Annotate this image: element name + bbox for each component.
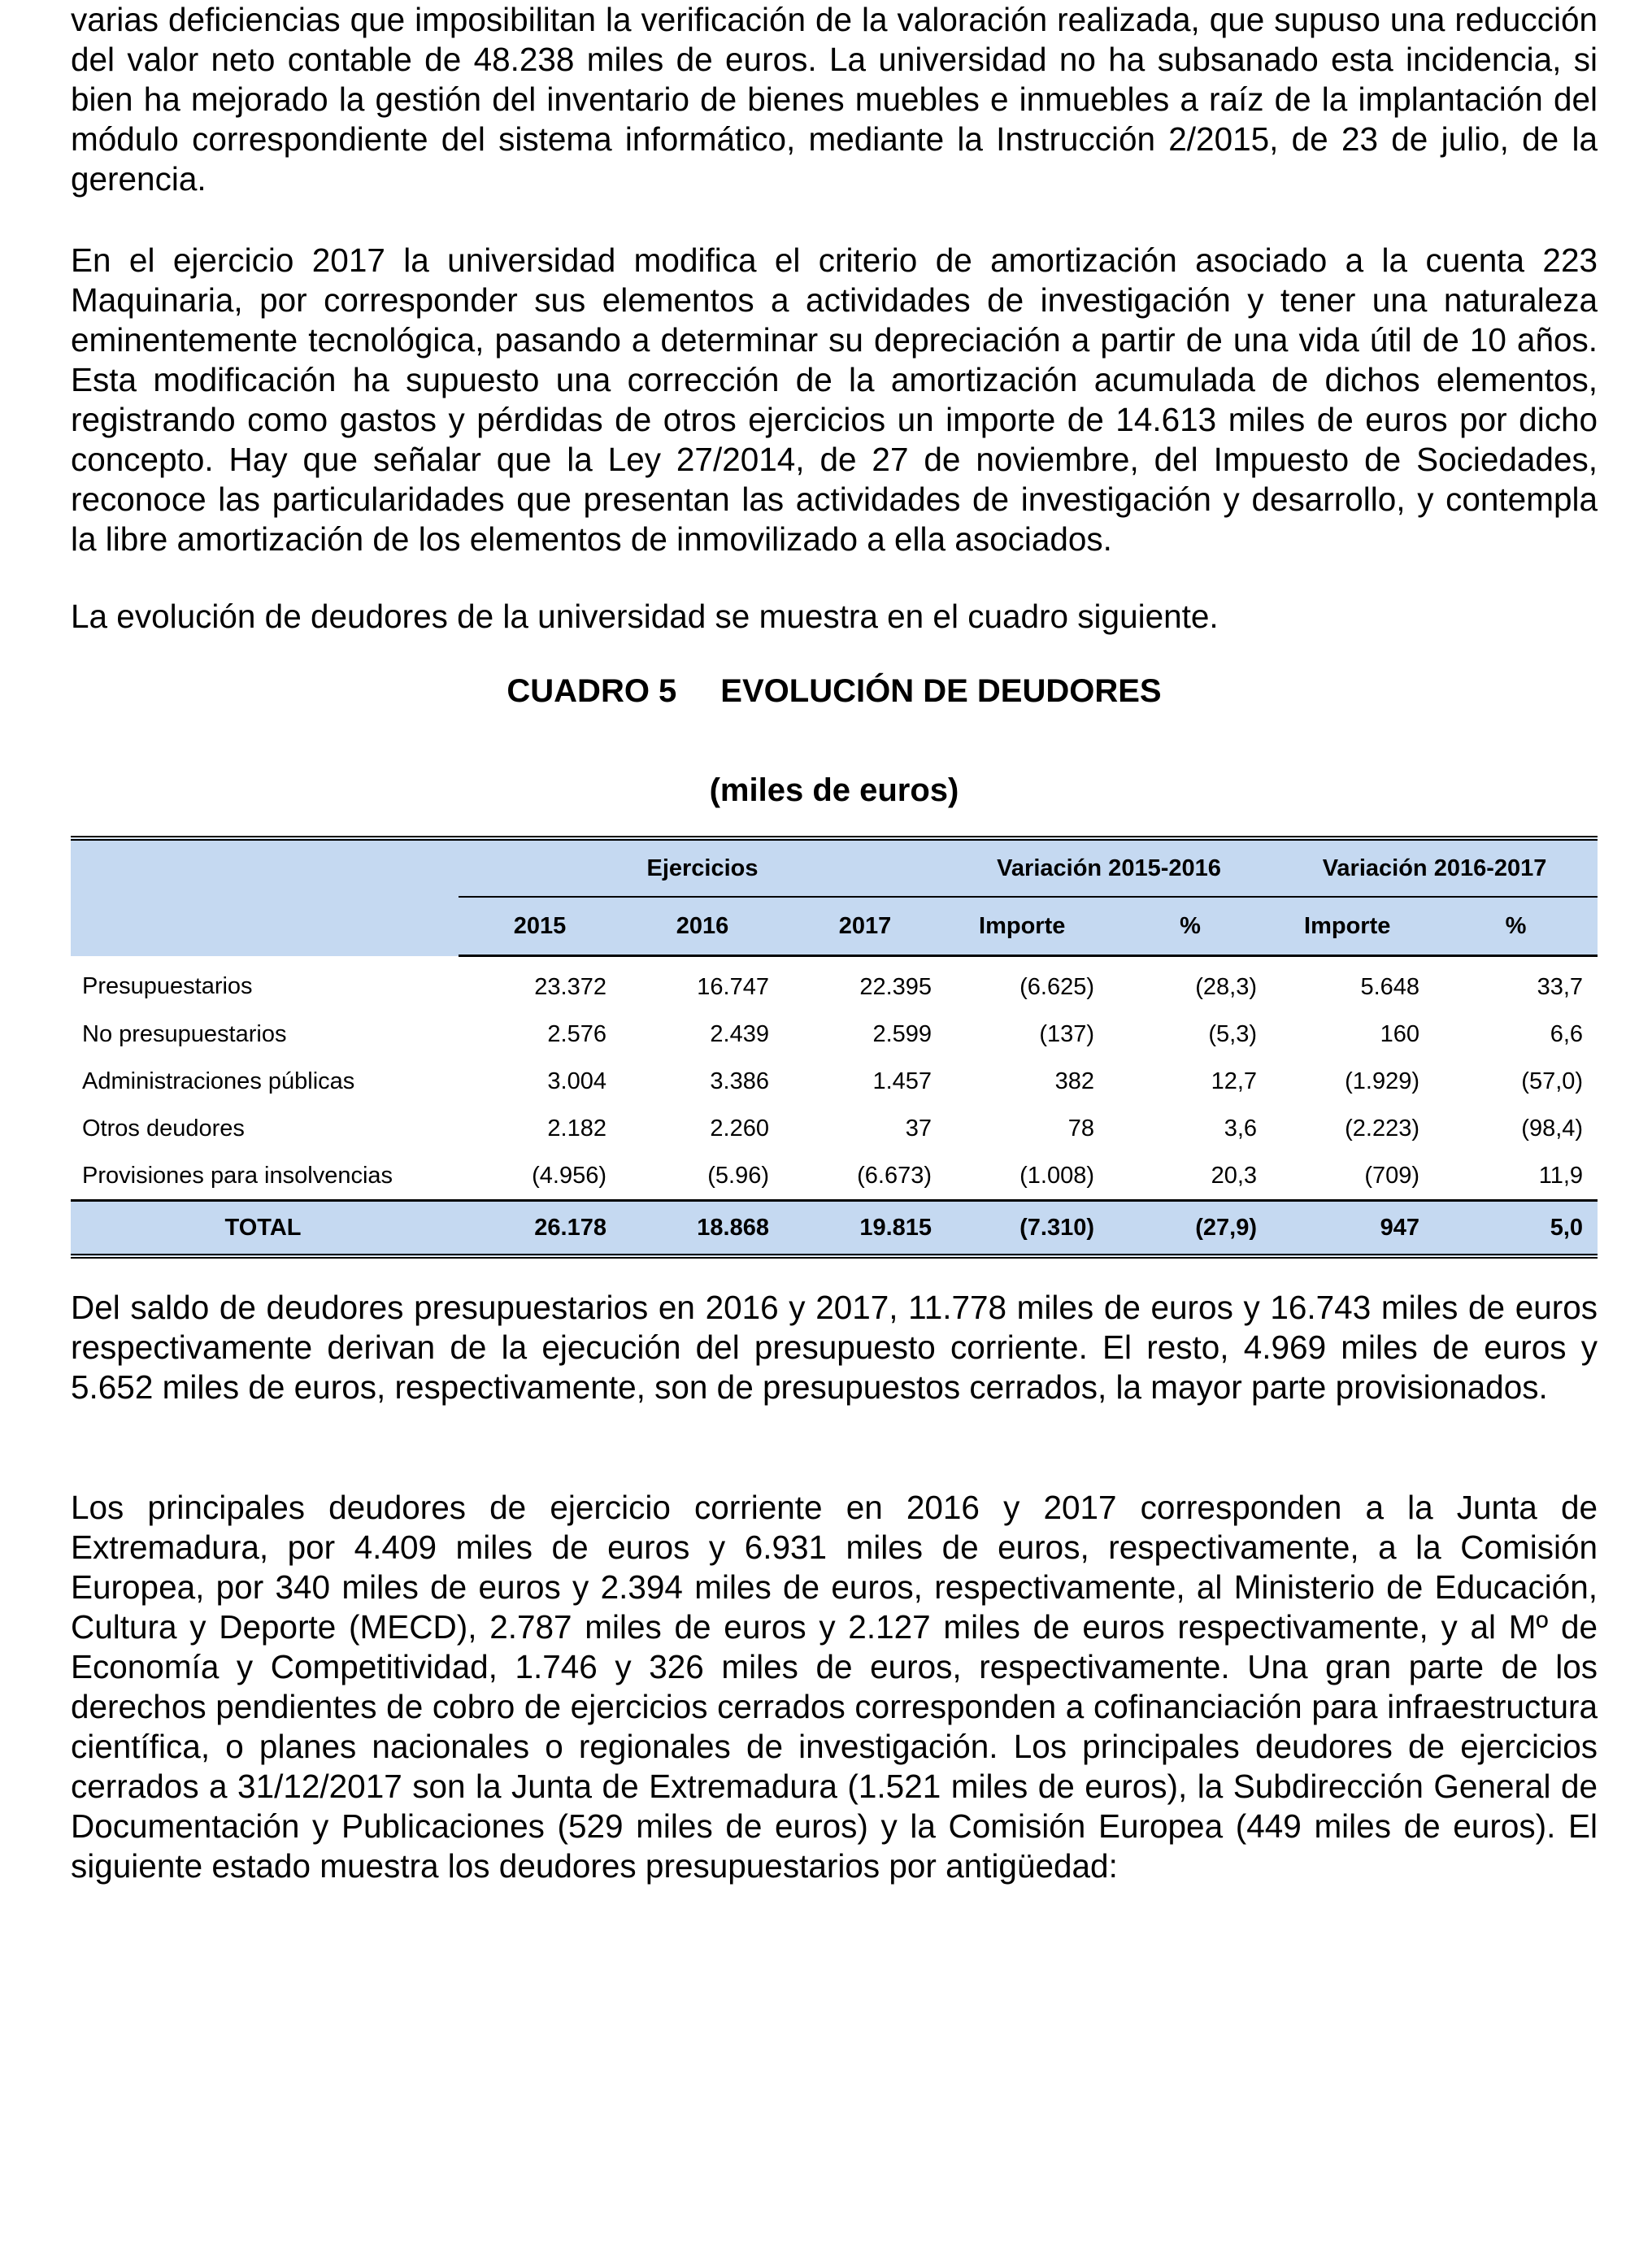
row-label: Provisiones para insolvencias [82,1162,393,1189]
row-label: Presupuestarios [82,972,253,999]
total-pct-1617: 5,0 [1434,1201,1598,1257]
row-label: No presupuestarios [82,1020,287,1047]
cell-2015: (4.956) [532,1162,606,1189]
cell-2017: 2.599 [872,1020,933,1047]
paragraph-principales-deudores: Los principales deudores de ejercicio corriente en 2016 y 2017 corresponden a la Junta de Extremadura, por 4.409 miles de euros y 6.931 miles de euros, respectivamente, a la Comisión Europea, por 340 miles de euros y 2.394 miles de euros, respectivamente, al Ministerio de Educación, Cultura y Deporte (MECD), 2.787 miles de euros y 2.127 miles de euros respectivamente, y al Mº de Economía y Competitividad, 1.746 y 326 miles de euros, respectivamente. Una gran parte de los derechos pendientes de cobro de ejercicios cerrados corresponden a cofinanciación para infraestructura científica, o planes nacionales o regionales de investigación. Los principales deudores de ejercicios cerrados a 31/12/2017 son la Junta de Extremadura (1.521 miles de euros), la Subdirección General de Documentación y Publicaciones (529 miles de euros) y la Comisión Europea (449 miles de euros). El siguiente estado muestra los deudores presupuestarios por antigüedad: [71,1489,1598,1885]
total-2017: 19.815 [784,1201,946,1257]
total-label: TOTAL [71,1201,459,1257]
column-header-pct-1617: % [1434,897,1598,956]
cell-2016: 3.386 [710,1068,769,1094]
cell-2015: 2.576 [547,1020,606,1047]
column-header-importe-1617: Importe [1272,897,1434,956]
table-number: CUADRO 5 [506,673,677,709]
cell-pct-1617: (98,4) [1521,1115,1584,1142]
column-header-importe-1516: Importe [946,897,1109,956]
column-header-pct-1516: % [1109,897,1272,956]
cell-2017: 1.457 [872,1068,933,1094]
table-row [71,956,1598,1011]
paragraph-intro-cuadro: La evolución de deudores de la universidad se muestra en el cuadro siguiente. [71,598,1219,635]
header-blank-cell [71,838,459,956]
column-header-2017: 2017 [784,897,946,956]
cell-importe-1617: (2.223) [1345,1115,1420,1142]
cell-importe-1617: 160 [1380,1020,1420,1047]
cell-2017: 22.395 [859,973,933,1000]
deudores-table [71,836,1598,1259]
cell-2017: 37 [905,1115,933,1142]
cell-2015: 23.372 [534,973,606,1000]
row-label: Otros deudores [82,1115,245,1142]
table-units: (miles de euros) [709,772,959,808]
table-row [71,1152,1598,1201]
total-importe-1516: (7.310) [946,1201,1109,1257]
cell-importe-1617: (1.929) [1345,1068,1420,1094]
cell-importe-1516: (137) [1039,1020,1095,1047]
cell-pct-1516: 12,7 [1211,1068,1258,1094]
total-importe-1617: 947 [1272,1201,1434,1257]
cell-importe-1516: 382 [1054,1068,1095,1094]
cell-pct-1617: 11,9 [1538,1162,1584,1189]
header-variacion-2016-2017: Variación 2016-2017 [1272,838,1598,897]
cell-importe-1516: (6.625) [1019,973,1095,1000]
header-ejercicios: Ejercicios [459,838,946,897]
cell-2016: 2.439 [710,1020,769,1047]
cell-importe-1617: (709) [1364,1162,1420,1189]
cell-2015: 3.004 [547,1068,606,1094]
paragraph-saldo-presupuestarios: Del saldo de deudores presupuestarios en 2016 y 2017, 11.778 miles de euros y 16.743 miles de euros respectivamente derivan de la ejecución del presupuesto corriente. El resto, 4.969 miles de euros y 5.652 miles de euros, respectivamente, son de presupuestos cerrados, la mayor parte provisionados. [71,1289,1598,1406]
total-2015: 26.178 [459,1201,621,1257]
cell-pct-1516: (5,3) [1208,1020,1258,1047]
table-row [71,1058,1598,1105]
cell-pct-1617: 33,7 [1537,973,1584,1000]
column-header-2015: 2015 [459,897,621,956]
cell-2017: (6.673) [857,1162,933,1189]
cell-2016: (5.96) [707,1162,769,1189]
cell-2016: 2.260 [710,1115,769,1142]
table-title-text: EVOLUCIÓN DE DEUDORES [720,673,1162,709]
cell-pct-1617: 6,6 [1550,1020,1584,1047]
paragraph-valoracion: varias deficiencias que imposibilitan la verificación de la valoración realizada, que supuso una reducción del valor neto contable de 48.238 miles de euros. La universidad no ha subsanado esta incidencia, si bien ha mejorado la gestión del inventario de bienes muebles e inmuebles a raíz de la implantación del módulo correspondiente del sistema informático, mediante la Instrucción 2/2015, de 23 de julio, de la gerencia. [71,1,1598,198]
cell-importe-1516: 78 [1067,1115,1095,1142]
cell-pct-1516: (28,3) [1195,973,1258,1000]
table-total-row [71,1201,1598,1257]
total-2016: 18.868 [621,1201,784,1257]
table-group-header-row [71,838,1598,897]
cell-importe-1516: (1.008) [1019,1162,1095,1189]
row-label: Administraciones públicas [82,1068,355,1094]
paragraph-amortizacion: En el ejercicio 2017 la universidad modifica el criterio de amortización asociado a la cuenta 223 Maquinaria, por corresponder sus elementos a actividades de investigación y tener una naturaleza eminentemente tecnológica, pasando a determinar su depreciación a partir de una vida útil de 10 años. Esta modificación ha supuesto una corrección de la amortización acumulada de dichos elementos, registrando como gastos y pérdidas de otros ejercicios un importe de 14.613 miles de euros por dicho concepto. Hay que señalar que la Ley 27/2014, de 27 de noviembre, del Impuesto de Sociedades, reconoce las particularidades que presentan las actividades de investigación y desarrollo, y contempla la libre amortización de los elementos de inmovilizado a ella asociados. [71,241,1598,558]
table-title [71,672,1598,711]
column-header-2016: 2016 [621,897,784,956]
cell-2015: 2.182 [547,1115,606,1142]
header-variacion-2015-2016: Variación 2015-2016 [946,838,1272,897]
table-row [71,1011,1598,1058]
total-pct-1516: (27,9) [1109,1201,1272,1257]
table-row [71,1105,1598,1152]
cell-pct-1516: 3,6 [1224,1115,1258,1142]
cell-importe-1617: 5.648 [1360,973,1420,1000]
cell-pct-1617: (57,0) [1521,1068,1584,1094]
cell-pct-1516: 20,3 [1211,1162,1258,1189]
deudores-table-wrapper [71,836,1598,1259]
cell-2016: 16.747 [697,973,769,1000]
